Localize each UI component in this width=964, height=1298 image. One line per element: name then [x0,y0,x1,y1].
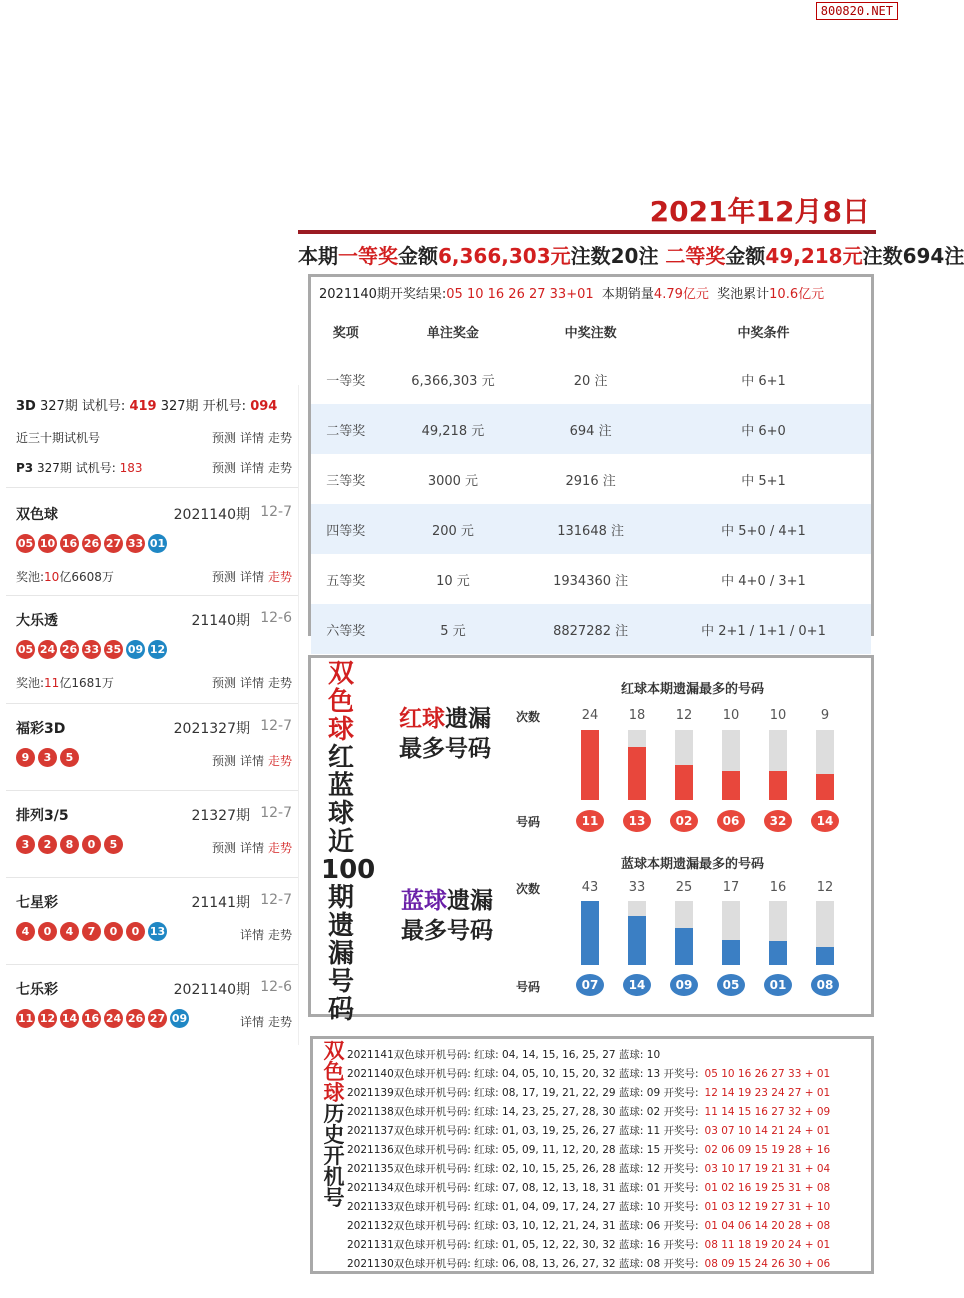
summary-text: 金额 [725,244,766,268]
prize-cell: 中 5+1 [741,473,786,489]
bar-track [581,730,599,800]
history-row [347,1047,660,1062]
bar-track [722,730,740,800]
second-prize-amount: 49,218元 [765,244,863,268]
red-ball: 33 [82,640,101,659]
history-test-numbers: 2021131双色球开机号码: 红球: 01, 05, 12, 22, 30, 32 蓝球: 16 开奖号: [347,1239,699,1251]
history-test-numbers: 2021136双色球开机号码: 红球: 05, 09, 11, 12, 20, 28 蓝球: 15 开奖号: [347,1144,699,1156]
lottery-sidebar [6,385,299,1045]
red-ball: 16 [82,1009,101,1028]
prize-cell: 五等奖 [326,573,366,589]
trend-link[interactable]: 走势 [267,461,292,475]
red-ball: 26 [126,1009,145,1028]
prize-row [311,554,871,604]
bar-track [628,730,646,800]
history-row [347,1218,830,1233]
second-prize-label: 二等奖 [665,244,726,268]
number-ball: 14 [623,974,651,996]
history-draw-numbers: 03 07 10 14 21 24 + 01 [704,1125,831,1137]
history-test-numbers: 2021130双色球开机号码: 红球: 06, 08, 13, 26, 27, 32 蓝球: 08 开奖号: [347,1258,699,1270]
history-title-rest: 历史开机号 [323,1102,345,1210]
sales-label: 本期销量 [601,287,654,302]
prize-cell: 1934360 注 [553,573,629,589]
history-test-numbers: 2021139双色球开机号码: 红球: 08, 17, 19, 21, 22, 29 蓝球: 09 开奖号: [347,1087,699,1099]
predict-link[interactable]: 预测 [211,461,236,475]
prize-table-panel [308,274,874,639]
bar [628,916,646,965]
history-draw-numbers: 01 02 16 19 25 31 + 08 [704,1182,831,1194]
red-ball: 2 [38,835,57,854]
prize-cell: 6,366,303 元 [411,373,495,389]
red-ball: 33 [126,534,145,553]
miss-word: 遗漏 [445,706,491,732]
prize-cell: 131648 注 [525,504,656,554]
result-numbers: 05 10 16 26 27 33+01 [446,287,594,302]
bar-value-label: 10 [769,708,787,723]
prize-cell: 中 5+0 / 4+1 [656,504,871,554]
issue-number: 2021140期 [173,507,250,523]
p3-test-number: 183 [119,461,143,475]
red-ball: 5 [60,748,79,767]
red-ball: 05 [16,640,35,659]
first-prize-label: 一等奖 [338,244,398,268]
prize-cell: 中 4+0 / 3+1 [721,573,806,589]
number-ball: 14 [811,810,839,832]
bar-value-label: 43 [581,880,599,895]
prize-cell: 中 6+0 [656,404,871,454]
history-draw-numbers: 02 06 09 15 19 28 + 16 [704,1144,831,1156]
blue-ball: 09 [126,640,145,659]
number-ball: 13 [623,810,651,832]
blue-ball: 01 [148,534,167,553]
jackpot-text [16,674,114,691]
red-ball: 8 [60,835,79,854]
bar-value-label: 12 [675,708,693,723]
trend-link[interactable]: 走势 [267,570,292,584]
red-ball: 3 [38,748,57,767]
prize-cell: 8827282 注 [525,604,656,654]
number-ball: 06 [717,810,745,832]
dlt-links [208,674,292,691]
trend-link[interactable]: 走势 [267,928,292,942]
prize-table [311,308,871,654]
summary-text: 注数694注 [862,244,964,268]
history-row [347,1104,830,1119]
red-ball: 27 [148,1009,167,1028]
bar-track [769,730,787,800]
red-ball: 9 [16,748,35,767]
most-numbers-word: 最多号码 [401,918,493,944]
number-ball: 07 [576,974,604,996]
prize-cell: 694 注 [525,404,656,454]
bar [581,901,599,965]
trend-link[interactable]: 走势 [267,676,292,690]
bar-value-label: 25 [675,880,693,895]
red-count-label: 次数 [516,710,541,724]
detail-link[interactable]: 详情 [239,431,264,445]
bar [769,941,787,965]
detail-link[interactable]: 详情 [239,570,264,584]
history-draw-numbers: 01 04 06 14 20 28 + 08 [704,1220,831,1232]
draw-date: 12-7 [260,718,292,734]
bar [769,771,787,800]
bar-track [628,901,646,965]
trend-link[interactable]: 走势 [267,841,292,855]
blue-ball: 13 [148,922,167,941]
pool-label: 奖池: [16,676,45,690]
lottery-name: 排列3/5 [16,808,69,824]
red-ball: 0 [126,922,145,941]
bar-track [816,901,834,965]
blue-miss-label [401,886,493,946]
blue-ball-word: 蓝球 [401,888,447,914]
history-test-numbers: 2021134双色球开机号码: 红球: 07, 08, 12, 13, 18, 31 蓝球: 01 开奖号: [347,1182,699,1194]
red-ball: 0 [104,922,123,941]
history-draw-numbers: 03 10 17 19 21 31 + 04 [704,1163,831,1175]
bar-track [581,901,599,965]
prize-cell: 六等奖 [311,604,381,654]
fc3d-card[interactable] [6,703,298,790]
bar [675,928,693,965]
qxc-card[interactable] [6,877,298,964]
predict-link[interactable]: 预测 [211,676,236,690]
detail-link[interactable]: 详情 [239,1015,264,1029]
red-ball: 26 [82,534,101,553]
prize-cell: 3000 元 [427,473,479,489]
site-watermark: 800820.NET [816,2,898,20]
red-ball: 4 [16,922,35,941]
col-header: 中奖条件 [737,325,790,341]
lottery-name: 大乐透 [16,613,58,629]
prize-row [311,404,871,454]
header-divider [298,230,876,234]
missing-numbers-panel [308,655,874,1025]
prize-cell: 5 元 [381,604,526,654]
history-draw-numbers: 11 14 15 16 27 32 + 09 [704,1106,831,1118]
d3-test-row [16,395,292,414]
trend-link[interactable]: 走势 [267,431,292,445]
ball-list [16,640,167,659]
issue-number: 2021327期 [173,721,250,737]
lottery-name: 七星彩 [16,895,58,911]
pool-unit: 亿1681万 [59,676,114,690]
pool-value: 11 [44,676,60,690]
pl35-card[interactable] [6,790,298,877]
jackpot-text [16,568,114,585]
pool-value: 10 [44,570,60,584]
detail-link[interactable]: 详情 [239,841,264,855]
d3-open-label: 327期 开机号: [160,399,247,414]
bar-value-label: 9 [820,708,830,723]
red-chart-title: 红球本期遗漏最多的号码 [621,682,765,697]
history-test-numbers: 2021132双色球开机号码: 红球: 03, 10, 12, 21, 24, 31 蓝球: 06 开奖号: [347,1220,699,1232]
p3-label: P3 [16,461,34,475]
red-ball: 3 [16,835,35,854]
red-ball: 0 [38,922,57,941]
p3-links [208,459,292,476]
history-test-numbers-panel [310,1036,874,1274]
first-prize-amount: 6,366,303元 [438,244,571,268]
predict-link[interactable]: 预测 [211,841,236,855]
d3-recent-label: 近三十期试机号 [16,431,101,445]
history-title-lottery: 双色球 [323,1039,345,1105]
red-ball: 5 [104,835,123,854]
red-ball: 7 [82,922,101,941]
red-ball: 35 [104,640,123,659]
red-ball: 11 [16,1009,35,1028]
issue-number: 21141期 [191,895,250,911]
qlc-card[interactable] [6,964,298,1045]
red-ball: 05 [16,534,35,553]
red-ball: 12 [38,1009,57,1028]
prize-cell: 20 注 [573,373,608,389]
history-row [347,1180,830,1195]
pool-label: 奖池: [16,570,45,584]
bar-track [675,730,693,800]
vertical-title [321,659,376,1025]
bar-track [769,901,787,965]
red-ball: 0 [82,835,101,854]
detail-link[interactable]: 详情 [239,928,264,942]
draw-result-line [311,277,871,308]
prize-cell: 中 2+1 / 1+1 / 0+1 [656,604,871,654]
detail-link[interactable]: 详情 [239,754,264,768]
bar-value-label: 10 [722,708,740,723]
number-ball: 32 [764,810,792,832]
bar-track [722,901,740,965]
fc3d-links [208,752,292,769]
pool-label: 奖池累计 [717,287,770,302]
ssq-links [208,568,292,585]
pool-value: 10.6亿元 [769,287,825,302]
prize-cell: 中 6+1 [741,373,786,389]
draw-date: 12-7 [260,892,292,908]
issue-number: 2021140期 [173,982,250,998]
lottery-name: 福彩3D [16,721,66,737]
prize-table-header [311,308,871,354]
history-draw-numbers: 12 14 19 23 24 27 + 01 [704,1087,831,1099]
dlt-card[interactable] [6,595,298,702]
history-test-numbers: 2021135双色球开机号码: 红球: 02, 10, 15, 25, 26, 28 蓝球: 12 开奖号: [347,1163,699,1175]
blue-ball: 12 [148,640,167,659]
ssq-card[interactable] [6,487,298,594]
vertical-title-lottery: 双色球 [327,659,354,745]
most-numbers-word: 最多号码 [399,736,491,762]
detail-link[interactable]: 详情 [239,461,264,475]
d3-open-number: 094 [250,399,278,414]
summary-text: 注数20注 [570,244,666,268]
red-ball: 27 [104,534,123,553]
red-ball: 24 [104,1009,123,1028]
ball-list [16,1009,189,1028]
blue-count-label: 次数 [516,882,541,896]
lottery-name: 七乐彩 [16,982,58,998]
blue-ball: 09 [170,1009,189,1028]
history-vertical-title [317,1041,351,1209]
prize-cell: 2916 注 [565,473,616,489]
predict-link[interactable]: 预测 [211,431,236,445]
history-row [347,1123,830,1138]
d3-links [208,429,292,446]
number-ball: 09 [670,974,698,996]
summary-text: 金额 [398,244,438,268]
summary-text: 本期 [298,244,338,268]
ball-list [16,835,123,854]
history-row [347,1161,830,1176]
prize-row [311,354,871,404]
predict-link[interactable]: 预测 [211,570,236,584]
history-test-numbers: 2021138双色球开机号码: 红球: 14, 23, 25, 27, 28, 30 蓝球: 02 开奖号: [347,1106,699,1118]
qlc-links [236,1013,292,1030]
history-row [347,1256,830,1271]
bar [722,940,740,965]
red-miss-label [399,704,491,764]
number-ball: 01 [764,974,792,996]
col-header: 单注奖金 [426,325,479,341]
bar [581,730,599,800]
bar-value-label: 18 [628,708,646,723]
bar-track [816,730,834,800]
ball-list [16,748,79,767]
red-ball-word: 红球 [399,706,445,732]
history-row [347,1066,830,1081]
result-label: 2021140期开奖结果: [319,287,447,302]
draw-date: 12-6 [260,979,292,995]
d3-label: 3D [16,399,36,414]
col-header: 中奖注数 [564,325,617,341]
prize-cell: 一等奖 [326,373,366,389]
draw-date: 12-7 [260,805,292,821]
prize-cell: 10 元 [436,573,470,589]
prize-cell: 三等奖 [326,473,366,489]
bar [628,747,646,800]
lottery-name: 双色球 [16,507,58,523]
red-ball: 10 [38,534,57,553]
trend-link[interactable]: 走势 [267,1015,292,1029]
history-draw-numbers: 01 03 12 19 27 31 + 10 [704,1201,831,1213]
bar [816,947,834,965]
history-draw-numbers: 05 10 16 26 27 33 + 01 [704,1068,831,1080]
d3-test-label: 327期 试机号: [39,399,126,414]
prize-row [311,454,871,504]
prize-cell: 二等奖 [311,404,381,454]
history-row [347,1085,830,1100]
d3-test-number: 419 [129,399,157,414]
history-test-numbers: 2021140双色球开机号码: 红球: 04, 05, 10, 15, 20, 32 蓝球: 13 开奖号: [347,1068,699,1080]
prize-cell: 49,218 元 [381,404,526,454]
number-ball: 05 [717,974,745,996]
draw-date-title: 2021年12月8日 [649,195,870,228]
pl35-links [208,839,292,856]
history-row [347,1199,830,1214]
history-test-numbers: 2021141双色球开机号码: 红球: 04, 14, 15, 16, 25, 27 蓝球: 10 [347,1049,661,1061]
number-ball: 11 [576,810,604,832]
red-ball: 26 [60,640,79,659]
issue-number: 21327期 [191,808,250,824]
ball-list [16,922,167,941]
ball-list [16,534,167,553]
draw-date: 12-7 [260,504,292,520]
prize-row [311,604,871,654]
blue-number-label: 号码 [516,980,541,994]
bar-value-label: 17 [722,880,740,895]
vertical-title-rest: 红蓝球近100期遗漏号码 [321,743,376,1025]
draw-date: 12-6 [260,610,292,626]
issue-number: 21140期 [191,613,250,629]
bar [675,765,693,800]
history-row [347,1142,830,1157]
bar [722,771,740,800]
sales-value: 4.79亿元 [653,287,709,302]
bar-value-label: 33 [628,880,646,895]
prize-summary [298,240,964,269]
prize-row [311,504,871,554]
red-ball: 24 [38,640,57,659]
blue-chart-title: 蓝球本期遗漏最多的号码 [621,857,765,872]
history-test-numbers: 2021137双色球开机号码: 红球: 01, 03, 19, 25, 26, 27 蓝球: 11 开奖号: [347,1125,699,1137]
number-ball: 08 [811,974,839,996]
history-test-numbers: 2021133双色球开机号码: 红球: 01, 04, 09, 17, 24, 27 蓝球: 10 开奖号: [347,1201,699,1213]
red-ball: 16 [60,534,79,553]
red-ball: 14 [60,1009,79,1028]
bar [816,774,834,800]
trend-link[interactable]: 走势 [267,754,292,768]
bar-value-label: 16 [769,880,787,895]
col-header: 奖项 [332,325,359,341]
miss-word: 遗漏 [447,888,493,914]
number-ball: 02 [670,810,698,832]
predict-link[interactable]: 预测 [211,754,236,768]
bar-value-label: 12 [816,880,834,895]
detail-link[interactable]: 详情 [239,676,264,690]
pool-unit: 亿6608万 [59,570,114,584]
bar-value-label: 24 [581,708,599,723]
history-draw-numbers: 08 09 15 24 26 30 + 06 [704,1258,831,1270]
red-ball: 4 [60,922,79,941]
qxc-links [236,926,292,943]
p3-test-label: 327期 试机号: [36,461,116,475]
history-draw-numbers: 08 11 18 19 20 24 + 01 [704,1239,831,1251]
red-number-label: 号码 [516,815,541,829]
prize-cell: 200 元 [381,504,526,554]
bar-track [675,901,693,965]
prize-cell: 四等奖 [311,504,381,554]
history-row [347,1237,830,1252]
